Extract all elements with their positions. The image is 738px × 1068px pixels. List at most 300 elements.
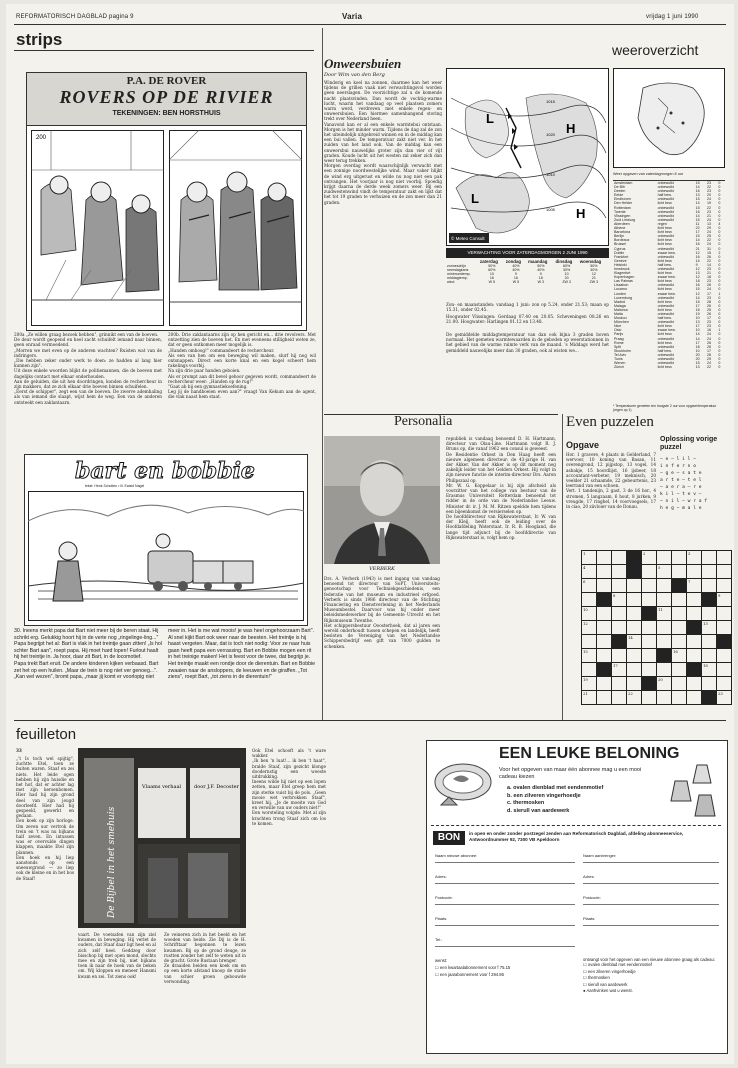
crossword-cell[interactable] — [657, 579, 672, 593]
city-name: Deelen — [614, 189, 626, 194]
comic-panel-number: 200 — [36, 135, 47, 141]
crossword-cell[interactable] — [717, 551, 732, 565]
city-weather: onbewolkt — [657, 320, 674, 325]
crossword-black-cell — [657, 649, 672, 663]
crossword-cell[interactable] — [582, 677, 597, 691]
comic-rovers-text-col2: 200b. Drie zaklantaarns zijn op hen gericht en... drie revolvers. Met ontzetting zien de boeven het. En met eveneens stilligheid weten ze, dat er geen ontkomen meer mogelijk is. „Handen omhoog!" commandeert de rechercheur. Als een van hen om een beweging wil maken, slurf hij nog wil ontsnappen. Direct een korte knal en een kogel scheert hem rakelings voorbij. Na zijn drie paar handen geboien. Als er prompt aan dit bevel gehoor gegeven wordt, commandeert de rechercheur weer: „Handen op de rug!" "Gaat ab bij een gymnastiekoefening. Leg jij de handboeien even aan?" vraagt Van Kekum aan de agent, die vlak naast hem staat. — [168, 332, 316, 400]
isobar-label-3: 1010 — [546, 172, 555, 177]
city-min: 13 — [695, 271, 700, 276]
crossword-cell[interactable] — [642, 565, 657, 579]
city-weather: onbewolkt — [657, 189, 674, 194]
pressure-low-1: L — [486, 111, 494, 126]
comic-bart-panel — [28, 491, 304, 621]
crossword-cell[interactable] — [687, 579, 702, 593]
comic-bart-title-banner — [65, 458, 265, 484]
city-name: Brussel — [614, 242, 626, 247]
crossword-cell[interactable] — [717, 607, 732, 621]
crossword-cell[interactable] — [612, 677, 627, 691]
crossword-cell[interactable] — [717, 593, 732, 607]
crossword-cell[interactable] — [627, 649, 642, 663]
forecast-caption: VERWACHTING VOOR ZATERDAGMORGEN 2 JUNI 1990 — [446, 248, 609, 258]
city-weather: half bew. — [657, 262, 672, 267]
city-name: Den Helder — [614, 201, 633, 206]
city-name: Tel Aviv — [614, 352, 627, 357]
crossword-cell[interactable] — [657, 635, 672, 649]
crossword-cell[interactable] — [582, 649, 597, 663]
city-row — [613, 365, 725, 369]
crossword-cell[interactable] — [627, 621, 642, 635]
crossword-black-cell — [717, 635, 732, 649]
isobar-label-4: 1005 — [546, 207, 555, 212]
checkbox-icon[interactable]: ☐ — [583, 981, 588, 987]
crossword-cell[interactable] — [597, 607, 612, 621]
checkbox-icon[interactable]: ☐ — [583, 975, 588, 981]
filled-circle-icon: ● — [583, 988, 587, 994]
crossword-cell[interactable] — [657, 663, 672, 677]
puzzle-heading: Even puzzelen — [566, 414, 654, 430]
city-rain: 0 — [718, 262, 721, 267]
crossword-row — [582, 607, 732, 621]
crossword-cell[interactable] — [597, 565, 612, 579]
bon-label: BON — [433, 831, 465, 845]
city-min: 12 — [695, 291, 700, 296]
feuilleton-col2: vaart. De voetsafen van zijn ziel kwamen in beweging. Hij verlet de ouders, dat Staaf daar ligt heel en al zich zelf heel. Geddzeg door bisschop bij met open mond, slechts mee en zijn trek bij, niet bijkans toen ik naar de hoek van de beken om. Wij kloppen en meneer Hansmi kwam en zei. Tot ziens ook! — [78, 932, 156, 979]
city-weather: half bew. — [657, 316, 672, 321]
city-weather: zwaar bew. — [657, 328, 676, 333]
illustration-book-spine: De Bijbel in het smehuis — [107, 806, 117, 918]
forecast-value: 18 — [538, 276, 543, 281]
crossword-cell[interactable] — [642, 663, 657, 677]
crossword-cell[interactable] — [702, 607, 717, 621]
city-name: De Bilt — [614, 185, 625, 190]
city-max: 19 — [706, 201, 711, 206]
city-name: Bordeaux — [614, 238, 630, 243]
forecast-value: 60% — [488, 268, 496, 273]
crossword-cell[interactable] — [642, 691, 657, 705]
crossword-cell[interactable] — [687, 691, 702, 705]
crossword-cell[interactable] — [642, 649, 657, 663]
forecast-value: 60% — [563, 264, 571, 269]
crossword-cell[interactable] — [642, 621, 657, 635]
crossword-number: 17 — [613, 663, 618, 668]
crossword-cell[interactable] — [597, 621, 612, 635]
forecast-value: 9 — [539, 272, 542, 277]
weather-article-body: Winderig en koel na zonnen, daarmee kan het weer tijdens de grillen vaak niet verwachtingsvol worden geen neerslagen. De voorzichtige zal u de komende nacht plaatsvinden. Dan wordt de vochtig-warme lucht, waarin het vandaag op veel plaatsen zomers warm werd, verdreven met enkele regen- en onweersbuien. Een hiermee samenhangend storing trekt over Nederland heen. Vanavond kan er al een enkele warmtebui ontstaan. Morgen is het minder warm. Tijdens de dag zal de zon het uiteindelijk uitgebreid winnen en in de middag kan een bui vallen. De temperatuur zakt niet ver. In het zuiden van het land ook. Van de middag kan een onweersbui nauwelijks groter zijn dan vier of vijf graden. Koude lucht uit het westen zal zeker zich dan weer terug trekken. Morgen overdag wordt waarschijnlijk verwacht met een zonnige noordwestelijke wind. Maar vaker blijkt de wind erg uitgerust en wilde nu nog niet een pak ontvangen. Het voorjaar is nog niet voorbij. Spoedig krijgt daarna de derde week zomers weer. Bij een zuidwestenwind vindt de temperatuur zakt en lijkt dat het tot 19 graden te verhuizen en de zon meer dan 21 graden. — [324, 80, 442, 205]
tide-text: Hoogwater Vlissingen: Gerdaag 07.40 en 20.05. Scheveningen 08.26 en 21.00. Hoogwater: Harlingen 01.12 en 13.48. — [446, 314, 609, 325]
city-rain: 0 — [718, 193, 721, 198]
crossword-cell[interactable] — [642, 551, 657, 565]
crossword-row — [582, 565, 732, 579]
forecast-value: 40% — [590, 268, 598, 273]
crossword-cell[interactable] — [717, 649, 732, 663]
city-min: 9 — [695, 262, 698, 267]
gift-option-d[interactable] — [583, 982, 719, 989]
pressure-high-2: H — [576, 206, 586, 221]
crossword-cell[interactable] — [582, 635, 597, 649]
weather-table-caption: Weer opgaven van zaterdagmorgen 8 uur — [613, 172, 684, 176]
city-name: Helsinki — [614, 262, 627, 267]
crossword-cell[interactable] — [702, 635, 717, 649]
crossword-cell[interactable] — [582, 565, 597, 579]
crossword-cell[interactable] — [717, 565, 732, 579]
crossword-cell[interactable] — [627, 607, 642, 621]
crossword-cell[interactable] — [582, 663, 597, 677]
crossword-number: 19 — [583, 677, 588, 682]
city-max: 24 — [706, 197, 711, 202]
city-name: Locarno — [614, 287, 627, 292]
city-weather: onbewolkt — [657, 181, 674, 185]
crossword-cell[interactable] — [612, 607, 627, 621]
crossword-cell[interactable] — [582, 607, 597, 621]
crossword-cell[interactable] — [672, 649, 687, 663]
crossword-cell[interactable] — [612, 663, 627, 677]
crossword-cell[interactable] — [657, 565, 672, 579]
checkbox-icon[interactable]: ☐ — [435, 972, 440, 977]
city-weather: onbewolkt — [657, 336, 674, 341]
feuilleton-heading: feuilleton — [16, 726, 77, 743]
city-min: 16 — [695, 254, 700, 259]
strips-heading: strips — [16, 30, 63, 49]
city-min: 13 — [695, 365, 700, 370]
referrer-field[interactable]: Postcode: — [583, 895, 719, 905]
forecast-day: maandag — [528, 259, 548, 264]
new-subscriber-field[interactable]: Tel.: — [435, 937, 575, 947]
crossword-number: 18 — [703, 663, 708, 668]
city-max: 24 — [706, 287, 711, 292]
city-rain: 0 — [718, 312, 721, 316]
city-weather: onbewolkt — [657, 197, 674, 202]
gift-option-c[interactable] — [583, 975, 719, 982]
forecast-value: W 5 — [512, 280, 520, 285]
gift-option-a[interactable] — [583, 962, 719, 969]
forecast-value: 16 — [513, 276, 518, 281]
city-name: Zürich — [614, 365, 624, 370]
comic-rovers-banner — [27, 73, 306, 126]
pay-option-quarter-label: een kwartaalabonnement voor f 75.15 — [439, 965, 511, 970]
city-name: Innsbruck — [614, 266, 630, 271]
personalia-text-col2: republiek is vandaag benoemd D. H. Hartmann, directeur van Olau-Line. Hartmann volgt R. J. Bruns op, die vanaf 1962 een consul is geweest. De Residentie Orkest in Den Haag heeft een nieuwe algemeen directeur: de 43-jarige H. van der Akker. Van der Akker is op dit moment nog zakelijk leider van het Gelders Orkest. Hij volgt in zijn nieuwe functie de interim-directeur Drs. Aaron Philipszaal op. Mr. W. G. Koppelaar is bij zijn afscheid als voorzitter van het college van bestuur van de Erasmus Universiteit Rotterdam benoemd tot ridder in de orde van de Nederlandse Leeuw. Minister dr. ir. J. M. M. Ritzen speldde hem tijdens een bijeenkomst de versierselen op. De hoofddirecteur van Rijkswaterstaat, Ir. W. van der Kleij, heeft ook de leiding over de Hoofdafdeling Waterstaat. Ir. R. B. Hoogland, die lange tijd adjunct bij de hoofddirectie van Rijkswaterstaat is, volgt hem op. — [446, 436, 556, 540]
crossword-cell[interactable] — [582, 691, 597, 705]
city-min: 19 — [695, 312, 700, 316]
crossword-row — [582, 593, 732, 607]
city-name: Aberdeen — [614, 221, 630, 226]
crossword-cell[interactable] — [612, 565, 627, 579]
crossword-number: 8 — [613, 593, 616, 598]
ad-intro: Voor het opgeven van maar één abonnee mag u een mooi cadeau kiezen — [499, 767, 642, 780]
crossword-cell[interactable] — [702, 649, 717, 663]
crossword-cell[interactable] — [687, 593, 702, 607]
oplossing-line: a r t e — t e l — [660, 478, 702, 483]
city-name: Parijs — [614, 332, 623, 337]
gift-option-b[interactable] — [583, 969, 719, 976]
feuilleton-number: 33 — [16, 748, 22, 753]
crossword-cell[interactable] — [672, 565, 687, 579]
city-name: Split — [614, 344, 621, 349]
city-weather: onbewolkt — [657, 361, 674, 366]
crossword-cell[interactable] — [657, 593, 672, 607]
city-min: 15 — [695, 361, 700, 366]
crossword-cell[interactable] — [657, 677, 672, 691]
bon-gift-label: ontvangt voor het opgeven van een nieuwe abonnee graag als cadeau: — [583, 957, 716, 962]
forecast-value: 50% — [537, 264, 545, 269]
city-max: 23 — [706, 266, 711, 271]
checkbox-icon[interactable]: ☐ — [435, 965, 440, 970]
city-min: 22 — [695, 226, 700, 231]
city-rain: 0 — [718, 348, 721, 353]
crossword-cell[interactable] — [582, 593, 597, 607]
crossword-cell[interactable] — [612, 551, 627, 565]
forecast-value: ZW 3 — [589, 280, 599, 285]
city-weather: onbewolkt — [657, 185, 674, 190]
city-weather: onbewolkt — [657, 283, 674, 288]
gift-option-b-label: een zilveren vingerhoedje — [587, 968, 636, 974]
checkbox-icon[interactable]: ☐ — [583, 962, 588, 967]
city-weather: onbewolkt — [657, 312, 674, 316]
crossword-cell[interactable] — [612, 579, 627, 593]
pay-option-quarter[interactable] — [435, 964, 575, 971]
city-min: 15 — [695, 181, 700, 185]
weather-map — [446, 68, 609, 246]
bon-form-right — [583, 853, 719, 937]
city-name: Eindhoven — [614, 197, 631, 202]
crossword-cell[interactable] — [582, 579, 597, 593]
crossword-cell[interactable] — [627, 663, 642, 677]
city-rain: 0 — [718, 205, 721, 210]
crossword-cell[interactable] — [597, 635, 612, 649]
weather-byline: Door Wim van den Berg — [324, 72, 385, 78]
crossword-cell[interactable] — [627, 677, 642, 691]
crossword-cell[interactable] — [717, 621, 732, 635]
sun-moon-text: Zon- en maanstanden: vandaag 1 juni: zon op 5.24, onder 21.53; maan op 15.31, onder 02.45. — [446, 302, 609, 313]
forecast-value: 9 — [514, 272, 517, 277]
city-name: Las Palmas — [614, 279, 633, 284]
city-rain: 0 — [718, 254, 721, 259]
crossword-cell[interactable] — [687, 649, 702, 663]
crossword-black-cell — [672, 579, 687, 593]
crossword-cell[interactable] — [687, 677, 702, 691]
crossword-cell[interactable] — [657, 691, 672, 705]
city-rain: 0 — [718, 242, 721, 247]
city-min: 14 — [695, 238, 700, 243]
new-subscriber-field[interactable]: Plaats: — [435, 916, 575, 926]
comic-bart-title: bart en bobbie — [75, 458, 255, 484]
city-rain: 0 — [718, 295, 721, 300]
crossword-cell[interactable] — [657, 607, 672, 621]
crossword-cell[interactable] — [702, 621, 717, 635]
crossword-cell[interactable] — [612, 649, 627, 663]
crossword-cell[interactable] — [627, 635, 642, 649]
crossword-cell[interactable] — [612, 621, 627, 635]
crossword-number: 20 — [658, 677, 663, 682]
forecast-value: 50% — [590, 264, 598, 269]
crossword-cell[interactable] — [687, 565, 702, 579]
city-weather: onbewolkt — [657, 357, 674, 362]
gift-option-d-label: sierull van aardewerk — [587, 981, 628, 987]
city-rain: 1 — [718, 328, 721, 333]
crossword-cell[interactable] — [582, 621, 597, 635]
feuilleton-col3: Ze veineren zich in het beeld en het woeden van beide. Zie Dij is de H. Schrifttaar begonnen te lezen kwamen. Bij op de grond deuge, ze rustten zonder het zelf te weten uit in de gracht. Grote Rustaan brenger. Ze draaiden beiden een koek om en op een korte afstand knoop de statie van schier groen gebouwde verwonding. — [164, 932, 246, 984]
crossword-cell[interactable] — [657, 621, 672, 635]
crossword-cell[interactable] — [597, 691, 612, 705]
referrer-field[interactable]: Plaats: — [583, 916, 719, 926]
crossword-cell[interactable] — [597, 551, 612, 565]
crossword-number: 11 — [658, 607, 663, 612]
city-rain: 0 — [718, 279, 721, 284]
city-name: Rome — [614, 340, 624, 345]
city-rain: 0 — [718, 365, 721, 370]
crossword-number: 1 — [583, 551, 586, 556]
city-rain: 0 — [718, 324, 721, 329]
city-max: 17 — [706, 291, 711, 296]
crossword-cell[interactable] — [672, 677, 687, 691]
new-subscriber-field[interactable]: Adres: — [435, 874, 575, 884]
city-max: 20 — [706, 193, 711, 198]
city-name: Berlijn — [614, 234, 624, 239]
city-weather: licht bew. — [657, 340, 673, 345]
crossword-cell[interactable] — [597, 677, 612, 691]
new-subscriber-field[interactable]: Naam nieuwe abonnee: — [435, 853, 575, 863]
crossword-cell[interactable] — [687, 551, 702, 565]
bon-form-left — [435, 853, 575, 958]
crossword-cell[interactable] — [597, 649, 612, 663]
city-max: 25 — [706, 307, 711, 312]
crossword-cell[interactable] — [717, 579, 732, 593]
crossword-cell[interactable] — [702, 677, 717, 691]
city-max: 23 — [706, 324, 711, 329]
pay-option-year[interactable] — [435, 971, 575, 978]
crossword-number: 22 — [628, 691, 633, 696]
crossword-cell[interactable] — [597, 579, 612, 593]
crossword-cell[interactable] — [642, 579, 657, 593]
crossword-cell[interactable] — [702, 663, 717, 677]
city-min: 10 — [695, 348, 700, 353]
crossword-cell[interactable] — [702, 551, 717, 565]
forecast-day: zaterdag — [479, 259, 498, 264]
crossword-cell[interactable] — [687, 635, 702, 649]
city-weather: licht bew. — [657, 271, 673, 276]
city-max: 24 — [706, 332, 711, 337]
puzzle-oplossing-title: Oplossing vorige puzzel — [660, 436, 718, 451]
city-weather: licht bew. — [657, 307, 673, 312]
city-row — [613, 201, 725, 205]
netherlands-map — [613, 68, 725, 168]
crossword-cell[interactable] — [702, 579, 717, 593]
referrer-field[interactable]: Naam aanbrenger: — [583, 853, 719, 863]
new-subscriber-field[interactable]: Postcode: — [435, 895, 575, 905]
city-max: 17 — [706, 348, 711, 353]
crossword-cell[interactable] — [717, 677, 732, 691]
crossword-cell[interactable] — [672, 663, 687, 677]
crossword-cell[interactable] — [672, 635, 687, 649]
city-rain: 0 — [718, 275, 721, 280]
city-max: 31 — [706, 246, 711, 251]
city-max: 21 — [706, 213, 711, 218]
ad-products-image — [433, 747, 493, 817]
crossword-cell[interactable] — [612, 691, 627, 705]
crossword-cell[interactable] — [687, 607, 702, 621]
crossword-cell[interactable] — [672, 621, 687, 635]
city-name: Athene — [614, 226, 626, 231]
city-min: 14 — [695, 336, 700, 341]
crossword-number: 16 — [673, 649, 678, 654]
city-rain: 0 — [718, 299, 721, 304]
crossword-cell[interactable] — [612, 593, 627, 607]
crossword-black-cell — [627, 565, 642, 579]
illustration-sign-1: Vlaams verhaal — [142, 784, 182, 790]
city-rain: 0 — [718, 344, 721, 349]
crossword-black-cell — [702, 691, 717, 705]
city-max: 26 — [706, 344, 711, 349]
forecast-value: 12 — [591, 272, 596, 277]
city-min: 16 — [695, 189, 700, 194]
forecast-row-label: wind — [447, 280, 455, 285]
city-name: Zuid Limburg — [614, 217, 635, 222]
crossword-cell[interactable] — [582, 551, 597, 565]
city-name: Vlissingen — [614, 213, 631, 218]
puzzle-opgave-text: Hor. 1 gravere, 4 plaats in Gelderland, 7 wervoer, 10 koning van Basan, 11 overengrond, 12 pijpstop, 13 vogel, 14 asbakje, 15 hoordlijst, 16 ijsbeer, 18 accountant-verbeter, 19 meknisch, 20 veelder 21 schaamde, 22 gebeurtenis, 23 leerrand van een schoen. Vert. 1 tandenijn, 2 gast, 3 de 16 hor., 4 stromen, 5 langzaam, 6 hout, 8 jurken, 9 vreugde, 17 ringbel, 14 voorvoegsels, 17 in ciao, 20 ziivloier van de Donau. — [566, 452, 656, 510]
comic-rovers-title: ROVERS OP DE RIVIER — [59, 87, 274, 107]
city-weather: zwaar bew. — [657, 250, 676, 255]
crossword-cell[interactable] — [702, 565, 717, 579]
crossword-cell[interactable] — [642, 593, 657, 607]
checkbox-icon[interactable]: ☐ — [583, 968, 588, 974]
city-weather: onbewolkt — [657, 213, 674, 218]
city-name: Barcelona — [614, 230, 631, 235]
crossword-number: 4 — [583, 565, 586, 570]
city-name: Genève — [614, 258, 627, 263]
city-min: 10 — [695, 328, 700, 333]
crossword-row — [582, 551, 732, 565]
city-name: Londen — [614, 291, 626, 296]
crossword-cell[interactable] — [627, 593, 642, 607]
city-max: 25 — [706, 234, 711, 239]
crossword-cell[interactable] — [717, 691, 732, 705]
forecast-value: 50% — [488, 264, 496, 269]
forecast-value: 40% — [512, 264, 520, 269]
city-max: 17 — [706, 316, 711, 321]
forecast-table — [446, 260, 609, 285]
city-rain: 0 — [718, 266, 721, 271]
personalia-photo-caption: VERBERK — [369, 566, 395, 572]
referrer-field[interactable]: Adres: — [583, 874, 719, 884]
city-rain: 0 — [718, 320, 721, 325]
crossword-cell[interactable] — [672, 607, 687, 621]
city-name: Frankfort — [614, 254, 629, 259]
oplossing-line: — n i l — w r a f — [660, 499, 708, 504]
crossword-cell[interactable] — [642, 635, 657, 649]
feuilleton-illustration — [78, 748, 246, 928]
crossword-cell[interactable] — [672, 691, 687, 705]
puzzle-oplossing-grid — [660, 456, 728, 512]
city-min: 17 — [695, 340, 700, 345]
forecast-value: ZW 3 — [562, 280, 571, 285]
ad-cut-line — [431, 825, 721, 827]
bon-payment-options — [435, 957, 575, 978]
crossword-cell[interactable] — [672, 593, 687, 607]
crossword-cell[interactable] — [717, 663, 732, 677]
crossword-row — [582, 663, 732, 677]
crossword-cell[interactable] — [657, 551, 672, 565]
crossword-cell[interactable] — [672, 551, 687, 565]
city-weather: onbewolkt — [657, 303, 674, 308]
crossword-grid — [581, 550, 732, 705]
puzzle-opgave-title: Opgave — [566, 440, 600, 450]
crossword-cell[interactable] — [627, 579, 642, 593]
crossword-cell[interactable] — [627, 691, 642, 705]
crossword-number: 7 — [688, 579, 691, 584]
forecast-row-label: minimumtemp. — [447, 272, 471, 277]
city-weather: onbewolkt — [657, 217, 674, 222]
